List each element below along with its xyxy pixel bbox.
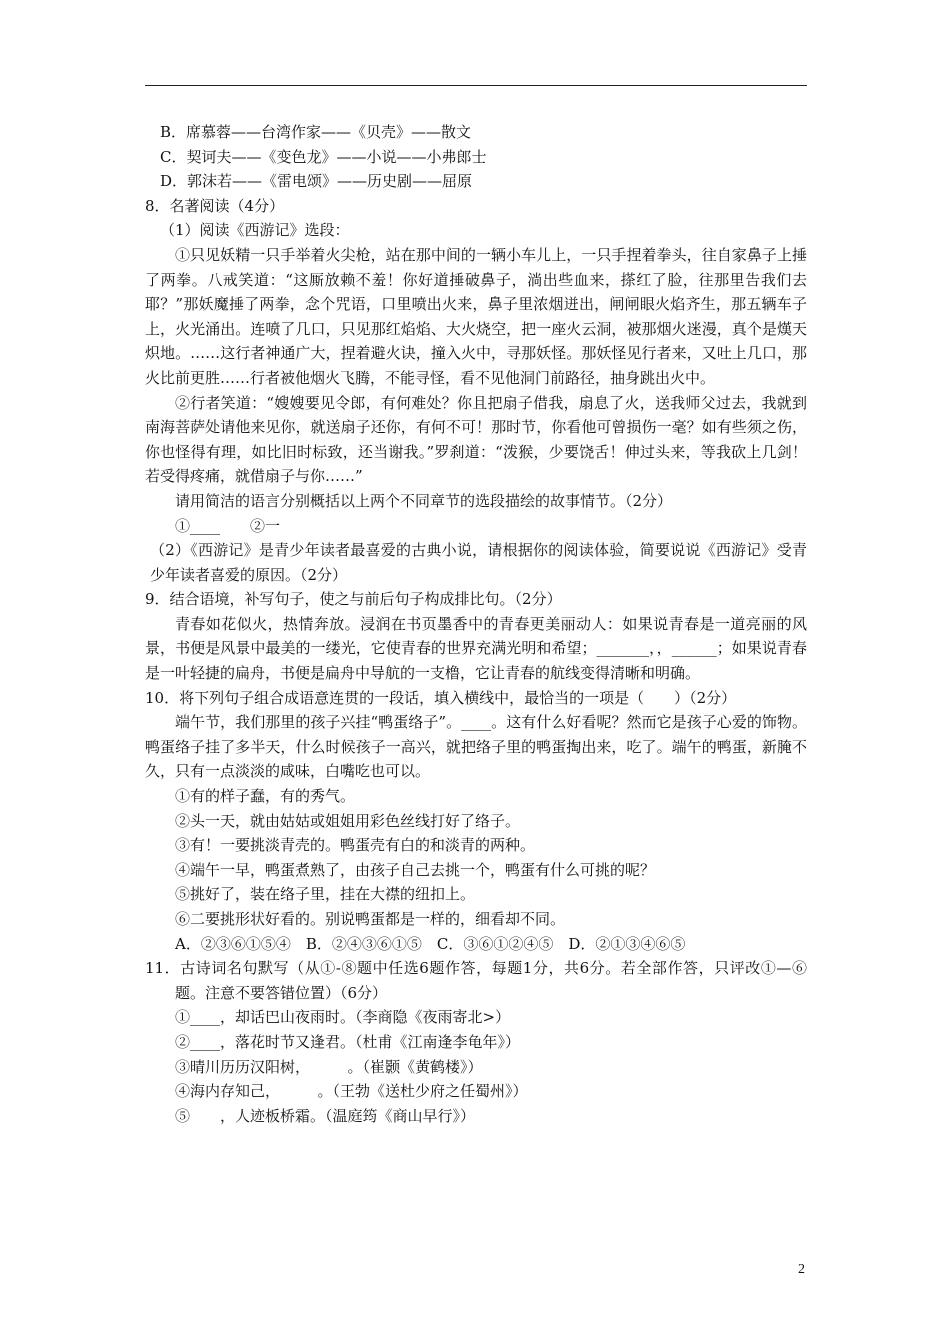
question-8-part-2: （2）《西游记》是青少年读者最喜爱的古典小说，请根据你的阅读体验，简要说说《西游记》受青少年读者喜爱的原因。（2分） [150, 541, 807, 584]
sentence-5: ⑤挑好了，装在络子里，挂在大襟的纽扣上。 [175, 885, 476, 904]
question-8-title: 8．名著阅读（4分） [145, 196, 285, 215]
xiyouji-excerpt-1: ①只见妖精一只手举着火尖枪，站在那中间的一辆小车儿上，一只手捏着拳头，往自家鼻子上捶了两拳。八戒笑道：“这厮放赖不羞！你好道捶破鼻子，淌出些血来，搽红了脸，往那里告我们去耶？”那妖魔捶了两拳，念个咒语，口里喷出火来，鼻子里浓烟迸出，闸闸眼火焰齐生，那五辆车子上，火光涌出。连喷了几口，只见那红焰焰、大火烧空，把一座火云洞，被那烟火迷漫，真个是熯天炽地。……这行者神通广大，捏着避火诀，撞入火中，寻那妖怪。那妖怪见行者来，又吐上几口，那火比前更胜……行者被他烟火飞腾，不能寻怪，看不见他洞门前路径，抽身跳出火中。 [145, 245, 807, 387]
xiyouji-excerpt-2: ②行者笑道：“嫂嫂要见令郎，有何难处？你且把扇子借我，扇息了火，送我师父过去，我就到南海菩萨处请他来见你，就送扇子还你，有何不可！那时节，你看他可曾损伤一毫？如有些须之伤，你也怪得有理，如比旧时标致，还当谢我。”罗刹道：“泼猴，少要饶舌！伸过头来，等我砍上几剑！若受得疼痛，就借扇子与你……” [145, 393, 807, 486]
question-8-answer-blanks: ①____ ②一 [175, 516, 281, 535]
question-11-title: 11．古诗词名句默写（从①-⑧题中任选6题作答，每题1分，共6分。若全部作答，只评改①—⑥题。注意不要答错位置）（6分） [145, 959, 807, 1002]
exam-page-body [145, 120, 807, 1128]
poem-line-4: ④海内存知己， 。（王勃《送杜少府之任蜀州》） [175, 1082, 528, 1101]
question-8-prompt: 请用简洁的语言分别概括以上两个不同章节的选段描绘的故事情节。（2分） [175, 491, 673, 510]
question-9-passage: 青春如花似火，热情奔放。浸润在书页墨香中的青春更美丽动人：如果说青春是一道亮丽的风景，书便是风景中最美的一缕光，它使青春的世界充满光明和希望；_______，，______；如果说青春是一叶轻捷的扁舟，书便是扁舟中导航的一支橹，它让青春的航线变得清晰和明确。 [145, 614, 807, 683]
poem-line-5: ⑤ ，人迹板桥霜。（温庭筠《商山早行》） [175, 1106, 476, 1125]
poem-line-2: ②____，落花时节又逢君。（杜甫《江南逢李龟年》） [175, 1032, 521, 1051]
sentence-6: ⑥二要挑形状好看的。别说鸭蛋都是一样的，细看却不同。 [175, 910, 566, 928]
sentence-2: ②头一天，就由姑姑或姐姐用彩色丝线打好了络子。 [175, 811, 521, 830]
question-8-part-1: （1）阅读《西游记》选段： [160, 221, 350, 240]
question-10-options: A．②③⑥①⑤④ B．②④③⑥①⑤ C．③⑥①②④⑤ D．②①③④⑥⑤ [175, 934, 686, 953]
option-b-line: B．席慕蓉——台湾作家——《贝壳》——散文 [160, 123, 472, 141]
option-c-line: C．契诃夫——《变色龙》——小说——小弗郎士 [160, 147, 487, 166]
page-number: 2 [798, 1262, 805, 1277]
question-10-passage: 端午节，我们那里的孩子兴挂“鸭蛋络子”。____。这有什么好看呢？然而它是孩子心爱的饰物。鸭蛋络子挂了多半天，什么时候孩子一高兴，就把络子里的鸭蛋掏出来，吃了。端午的鸭蛋，新腌不久，只有一点淡淡的咸味，白嘴吃也可以。 [145, 713, 807, 781]
option-d-line: D．郭沫若——《雷电颂》——历史剧——屈原 [160, 172, 473, 191]
header-rule [145, 85, 807, 86]
sentence-1: ①有的样子蠢，有的秀气。 [175, 787, 356, 806]
poem-line-3: ③晴川历历汉阳树， 。（崔颢《黄鹤楼》） [175, 1057, 483, 1076]
sentence-4: ④端午一早，鸭蛋煮熟了，由孩子自己去挑一个，鸭蛋有什么可挑的呢？ [175, 860, 656, 879]
poem-line-1: ①____，却话巴山夜雨时。（李商隐《夜雨寄北>） [175, 1008, 511, 1027]
question-10-title: 10．将下列句子组合成语意连贯的一段话，填入横线中，最恰当的一项是（ ）（2分） [145, 688, 737, 707]
sentence-3: ③有！一要挑淡青壳的。鸭蛋壳有白的和淡青的两种。 [175, 836, 536, 855]
question-9-title: 9．结合语境，补写句子，使之与前后句子构成排比句。（2分） [145, 590, 562, 609]
